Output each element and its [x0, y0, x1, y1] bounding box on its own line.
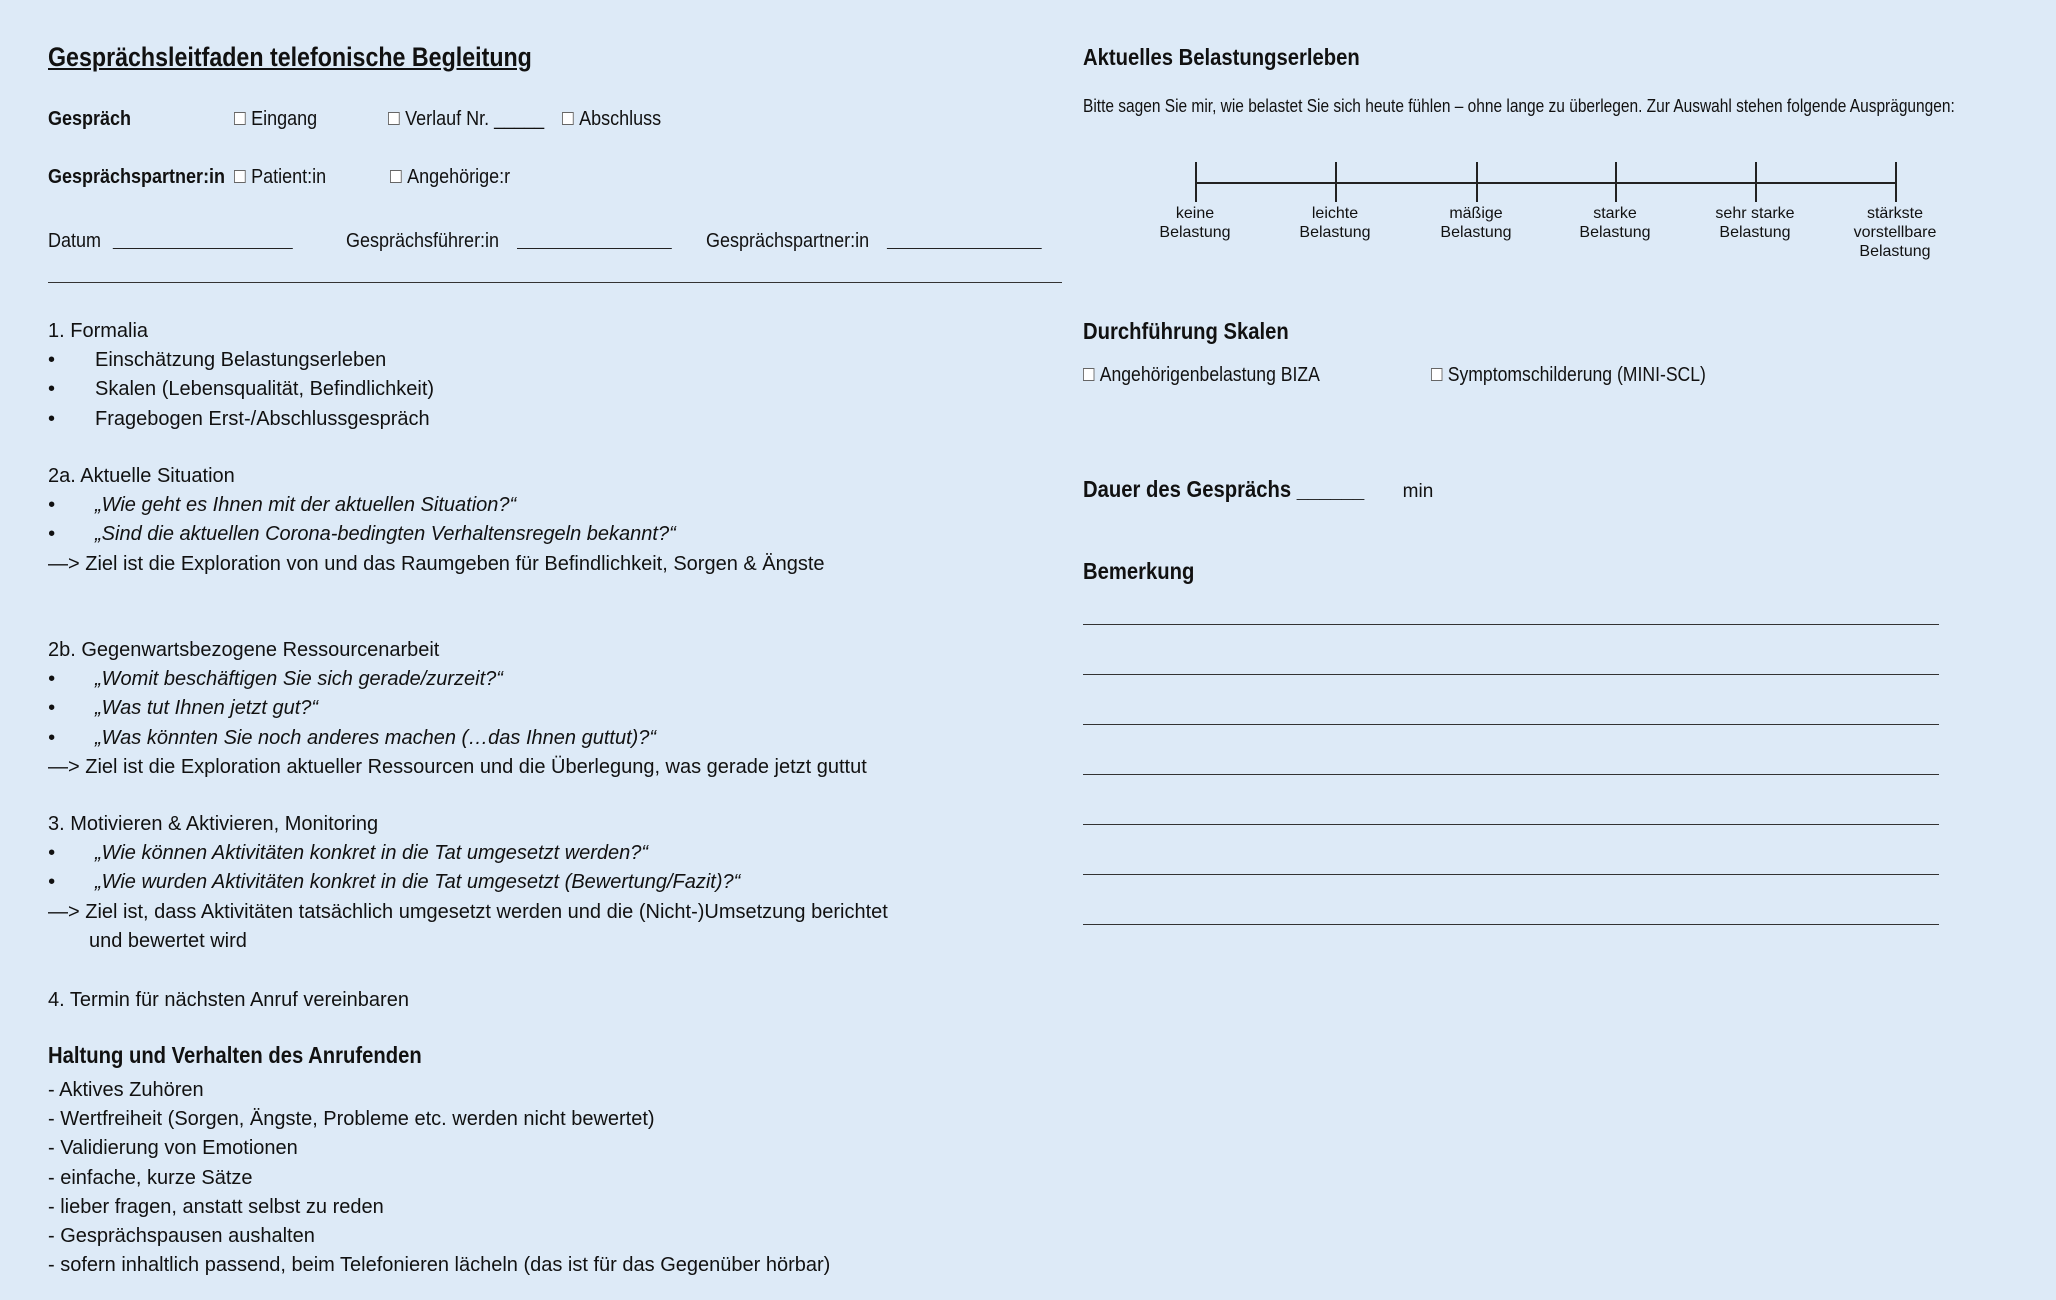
- partner-field[interactable]: Gesprächspartner:in: [706, 230, 1041, 253]
- bemerkung-line[interactable]: [1083, 624, 1939, 625]
- list-item: • „Wie geht es Ihnen mit der aktuellen Situation?“: [48, 491, 1062, 520]
- bemerkung-title: Bemerkung: [1083, 558, 1195, 584]
- section-termin: [48, 986, 1062, 1015]
- biza-checkbox[interactable]: [1083, 368, 1094, 381]
- fuehrer-field[interactable]: Gesprächsführer:in: [346, 230, 671, 253]
- scale-tick[interactable]: [1895, 162, 1897, 202]
- list-item: - sofern inhaltlich passend, beim Telefonieren lächeln (das ist für das Gegenüber hörbar): [48, 1254, 831, 1277]
- partner-label: Gesprächspartner:in: [48, 166, 226, 188]
- section-heading: 3. Motivieren & Aktivieren, Monitoring: [48, 813, 379, 835]
- list-item: • Einschätzung Belastungserleben: [48, 346, 1062, 375]
- eingang-checkbox[interactable]: [234, 112, 246, 125]
- bemerkung-line[interactable]: [1083, 824, 1939, 825]
- dauer-field[interactable]: [1083, 476, 1433, 503]
- section-ressourcenarbeit: [48, 636, 1062, 782]
- page-title: Gesprächsleitfaden telefonische Begleitung: [48, 42, 532, 72]
- scale-tick[interactable]: [1335, 162, 1337, 202]
- dauer-unit: min: [1402, 481, 1434, 502]
- mini-scl-option[interactable]: Symptomschilderung (MINI-SCL): [1431, 364, 1706, 387]
- gespraech-label: Gespräch: [48, 108, 132, 130]
- divider-line: [48, 282, 1062, 283]
- fuehrer-blank[interactable]: [517, 230, 672, 249]
- section-heading: 4. Termin für nächsten Anruf vereinbaren: [48, 989, 409, 1011]
- scale-tick[interactable]: [1755, 162, 1757, 202]
- list-item: - Gesprächspausen aushalten: [48, 1225, 315, 1248]
- datum-field[interactable]: Datum: [48, 230, 293, 253]
- belastung-title: Aktuelles Belastungserleben: [1083, 44, 1360, 70]
- list-item: • „Womit beschäftigen Sie sich gerade/zurzeit?“: [48, 665, 1062, 694]
- angehoerige-checkbox[interactable]: [390, 170, 402, 183]
- scale-label-sehr-starke[interactable]: sehr starke Belastung: [1715, 205, 1795, 241]
- scale-label-maessige[interactable]: mäßige Belastung: [1440, 205, 1512, 241]
- section-formalia: [48, 317, 1062, 434]
- list-item: - lieber fragen, anstatt selbst zu reden: [48, 1195, 384, 1218]
- section-heading: 2a. Aktuelle Situation: [48, 465, 235, 487]
- section-aktuelle-situation: [48, 462, 1062, 579]
- section-goal: —> Ziel ist die Exploration aktueller Ressourcen und die Überlegung, was gerade jetzt guttut: [48, 755, 867, 778]
- bemerkung-line[interactable]: [1083, 674, 1939, 675]
- skalen-title: Durchführung Skalen: [1083, 318, 1289, 344]
- scale-label-leichte[interactable]: leichte Belastung: [1299, 205, 1371, 241]
- list-item: - einfache, kurze Sätze: [48, 1166, 253, 1189]
- partner-row: [48, 166, 1062, 196]
- list-item: • „Wie können Aktivitäten konkret in die Tat umgesetzt werden?“: [48, 839, 1062, 868]
- scale-axis: [1195, 182, 1895, 184]
- mini-scl-checkbox[interactable]: [1431, 368, 1442, 381]
- haltung-title: Haltung und Verhalten des Anrufenden: [48, 1042, 422, 1068]
- eingang-option[interactable]: Eingang: [234, 108, 317, 131]
- list-item: • „Wie wurden Aktivitäten konkret in die Tat umgesetzt (Bewertung/Fazit)?“: [48, 868, 1062, 897]
- bemerkung-line[interactable]: [1083, 924, 1939, 925]
- fields-row: [48, 230, 1062, 260]
- list-item: • „Sind die aktuellen Corona-bedingten Verhaltensregeln bekannt?“: [48, 520, 1062, 549]
- section-goal: —> Ziel ist, dass Aktivitäten tatsächlich umgesetzt werden und die (Nicht-)Umsetzung berichtet: [48, 900, 888, 923]
- abschluss-option[interactable]: Abschluss: [562, 108, 661, 131]
- bemerkung-line[interactable]: [1083, 774, 1939, 775]
- scale-tick[interactable]: [1615, 162, 1617, 202]
- list-item: - Wertfreiheit (Sorgen, Ängste, Probleme etc. werden nicht bewertet): [48, 1108, 655, 1131]
- scale-label-staerkste[interactable]: stärkste vorstellbare Belastung: [1853, 205, 1937, 260]
- gespraech-row: [48, 108, 1062, 138]
- haltung-list: [48, 1076, 830, 1280]
- bemerkung-line[interactable]: [1083, 724, 1939, 725]
- abschluss-checkbox[interactable]: [562, 112, 574, 125]
- verlauf-option[interactable]: Verlauf Nr. _____: [388, 108, 544, 131]
- section-goal: —> Ziel ist die Exploration von und das Raumgeben für Befindlichkeit, Sorgen & Ängste: [48, 552, 825, 575]
- list-item: • „Was tut Ihnen jetzt gut?“: [48, 694, 1062, 723]
- section-motivieren: [48, 810, 1062, 956]
- dauer-label: Dauer des Gesprächs ______: [1083, 476, 1365, 502]
- verlauf-checkbox[interactable]: [388, 112, 400, 125]
- list-item: • Skalen (Lebensqualität, Befindlichkeit): [48, 375, 1062, 404]
- scale-tick[interactable]: [1195, 162, 1197, 202]
- list-item: • Fragebogen Erst-/Abschlussgespräch: [48, 405, 1062, 434]
- angehoerige-option[interactable]: Angehörige:r: [390, 166, 510, 189]
- list-item: - Validierung von Emotionen: [48, 1137, 298, 1160]
- scale-label-keine[interactable]: keine Belastung: [1159, 205, 1231, 241]
- scale-tick[interactable]: [1476, 162, 1478, 202]
- section-heading: 1. Formalia: [48, 320, 149, 342]
- patient-checkbox[interactable]: [234, 170, 246, 183]
- biza-option[interactable]: Angehörigenbelastung BIZA: [1083, 364, 1320, 387]
- patient-option[interactable]: Patient:in: [234, 166, 326, 189]
- bemerkung-line[interactable]: [1083, 874, 1939, 875]
- scale-label-starke[interactable]: starke Belastung: [1579, 205, 1651, 241]
- section-heading: 2b. Gegenwartsbezogene Ressourcenarbeit: [48, 639, 440, 661]
- belastung-instruction: Bitte sagen Sie mir, wie belastet Sie sich heute fühlen – ohne lange zu überlegen. Zur Auswahl stehen folgende Ausprägungen:: [1083, 96, 1955, 116]
- datum-blank[interactable]: [113, 230, 293, 249]
- list-item: - Aktives Zuhören: [48, 1079, 204, 1101]
- list-item: • „Was könnten Sie noch anderes machen (…das Ihnen guttut)?“: [48, 724, 1062, 753]
- section-goal-continued: und bewertet wird: [89, 929, 247, 952]
- partner-blank[interactable]: [887, 230, 1042, 249]
